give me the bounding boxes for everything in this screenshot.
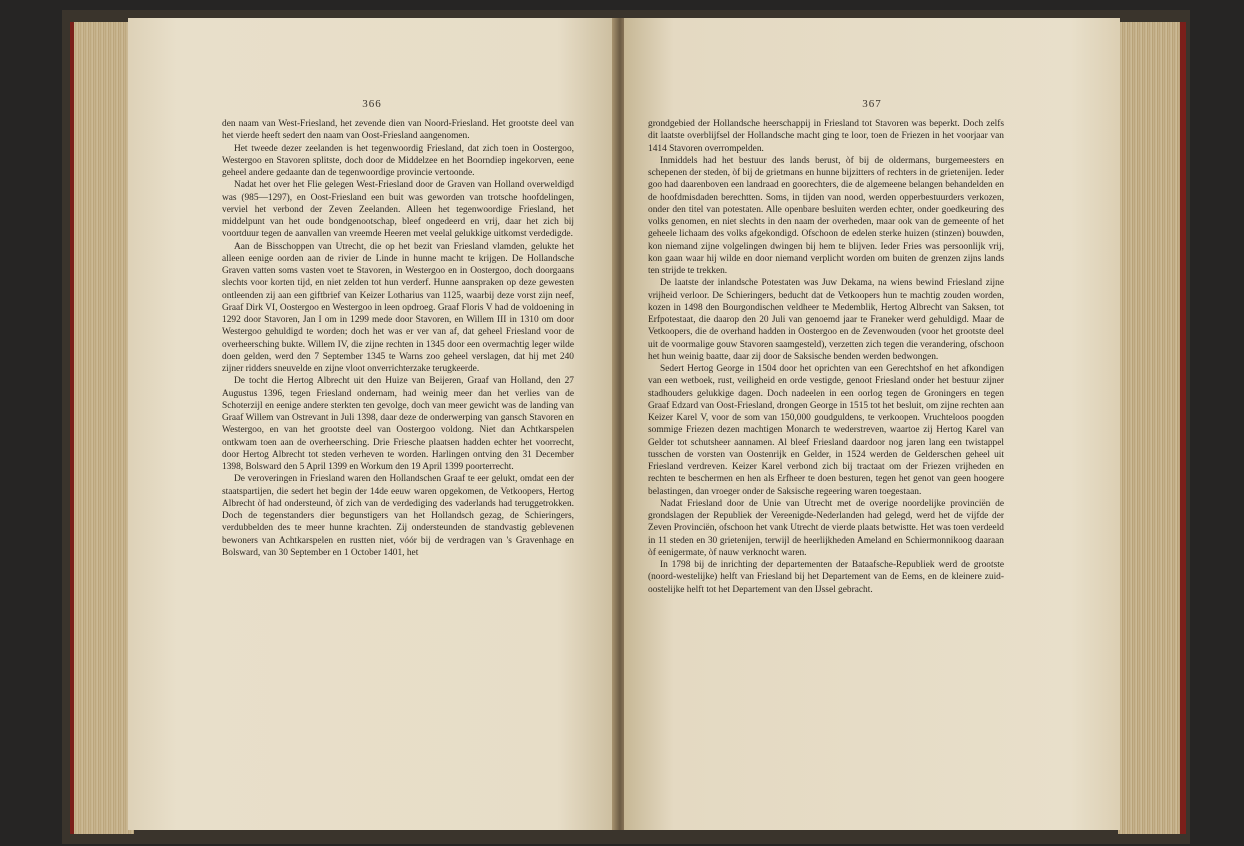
left-page-edges xyxy=(70,22,134,834)
paragraph: De laatste der inlandsche Potestaten was Juw Dekama, na wiens bewind Friesland zijne vrijheid verloor. De Schieringers, beducht dat de Vetkoopers hun te machtig zouden worden, kozen in 1498 den Bourgondischen veldheer te Medemblik, Hertog Albrecht van Saksen, tot Erfpotestaat, die daarop den 20 Juli van genoemd jaar te Franeker werd gehuldigd. Maar de Vetkoopers, die de overhand hadden in Oostergoo en de Zevenwouden (voor het grootste deel uit de voormalige gouw Stavoren saamgesteld), verzetten zich tegen die verandering, ofschoon het hun weinig baatte, daar zij door de Saksische benden werden bedwongen. xyxy=(648,278,1004,362)
page-text xyxy=(222,118,574,559)
paragraph: grondgebied der Hollandsche heerschappij in Friesland tot Stavoren was beperkt. Doch zelfs dit laatste overblijfsel der Hollandsche macht ging te loor, toen de Friezen in het voorjaar van 1414 Stavoren overrompelden. xyxy=(648,119,1004,154)
paragraph: Nadat het over het Flie gelegen West-Friesland door de Graven van Holland overweldigd was (985—1297), en Oost-Friesland een buit was geworden van trotsche hoofdelingen, verviel het verbond der Zeven Zeelanden. Alleen het tegenwoordige Friesland, het middelpunt van het oude bondgenootschap, bleef ongedeerd en vrij, daar het zich bij voortduur tegen de aanvallen van vreemde Heeren met veelal gelukkige uitkomst verdedigde. xyxy=(222,180,574,240)
right-page xyxy=(624,18,1120,830)
paragraph: Nadat Friesland door de Unie van Utrecht met de overige noordelijke provinciën de grondslagen der Republiek der Vereenigde-Nederlanden had gelegd, werd het de vijfde der Zeven Provinciën, ofschoon het vank Utrecht de vierde plaats betwistte. Het was toen verdeeld in 11 steden en 30 grietenijen, terwijl de heerlijkheden Ameland en Schiermonnikoog daaraan òf eenigermate, òf nauw verknocht waren. xyxy=(648,498,1004,558)
page-number: 366 xyxy=(362,98,382,110)
paragraph: Sedert Hertog George in 1504 door het oprichten van een Gerechtshof en het afkondigen van een wetboek, rust, veiligheid en orde vestigde, genoot Friesland onder het bestuur zijner stadhouders gelukkige dagen. Doch nadeelen in een oorlog tegen de Groningers en tegen Graaf Edzard van Oost-Friesland, drongen George in 1515 tot het besluit, om zijne rechten aan Keizer Karel V, voor de som van 150,000 goudguldens, te verkoopen. Vruchteloos poogden sommige Friezen dezen machtigen Monarch te wederstreven, waartoe zij Hertog Karel van Gelder tot schutsheer aannamen. Al bleef Friesland daardoor nog jaren lang een twistappel tusschen de vorsten van Oostenrijk en Gelder, in 1524 werden de Gelderschen geheel uit Friesland verdreven. Keizer Karel verbond zich bij tractaat om der Friezen vrijheden en rechten te beschermen en hen als Erfheer te doen besturen, tegen het genot van geen hoogere belastingen, dan vroeger onder de Saksische regeering waren toegestaan. xyxy=(648,364,1004,497)
page-number: 367 xyxy=(862,98,882,110)
paragraph: De tocht die Hertog Albrecht uit den Huize van Beijeren, Graaf van Holland, den 27 Augustus 1396, tegen Friesland ondernam, had weinig meer dan het verlies van de Schoterzijl en eenige andere sterkten ten gevolge, doch van meer gewicht was de landing van Graaf Willem van Ostrevant in Juli 1398, daar deze de onderwerping van gansch Stavoren en Westergoo, en van het grootste deel van Oostergoo voldong. Niet dan Achtkarspelen ontkwam toen aan de overheersching. Drie Friesche plaatsen hadden echter het voorrecht, door Hertog Albrecht tot steden verheven te worden. Harlingen ontving den 31 December 1398, Bolsward den 5 April 1399 en Workum den 19 April 1399 poorterrecht. xyxy=(222,376,574,472)
right-page-edges xyxy=(1118,22,1186,834)
paragraph: De veroveringen in Friesland waren den Hollandschen Graaf te eer gelukt, omdat een der staatspartijen, die sedert het begin der 14de eeuw waren opgekomen, de Vetkoopers, Hertog Albrecht òf had ondersteund, òf zich van de verdediging des vaderlands had teruggetrokken. Doch de tegenstanders dier begunstigers van het Hollandsch gezag, de Schieringers, verdubbelden des te meer hunne krachten. Zij ondersteunden de standvastig geblevenen bewoners van Achtkarspelen en rustten niet, vóór bij de verdragen van 's Gravenhage en Bolsward, van 30 September en 1 October 1401, het xyxy=(222,474,574,558)
page-text xyxy=(648,118,1004,596)
paragraph: Het tweede dezer zeelanden is het tegenwoordig Friesland, dat zich toen in Oostergoo, Westergoo en Stavoren splitste, doch door de Middelzee en het Boorndiep ingekorven, eene geheel andere gedaante dan de tegenwoordige provincie vertoonde. xyxy=(222,143,574,178)
paragraph: Aan de Bisschoppen van Utrecht, die op het bezit van Friesland vlamden, gelukte het alleen eenige oorden aan de rivier de Linde in hunne macht te krijgen. De Hollandsche Graven vatten soms vasten voet te Stavoren, in Westergoo en in Oostergoo, doch doorgaans slechts voor korten tijd, en niet zelden tot hun verderf. Hunne aanspraken op deze gewesten ontleenden zij aan een giftbrief van Keizer Lotharius van 1125, waarbij deze vorst zijn neef, Graaf Dirk VI, Oostergoo en Westergoo in leen opdroeg. Graaf Floris V had de voldoening in 1292 door Stavoren, Jan I om in 1299 mede door Stavoren, en Willem III in 1310 om door Westergoo gehuldigd te worden; doch het was er ver van af, dat geheel Friesland voor de overheersching bukte. Willem IV, die zijne rechten in 1345 door een overmachtig leger wilde doen gelden, werd den 7 September 1345 te Warns zoo geheel verslagen, dat hij met 240 zijner ridders sneuvelde en zijne vloot onverrichterzake terugkeerde. xyxy=(222,241,574,374)
paragraph: den naam van West-Friesland, het zevende dien van Noord-Friesland. Het grootste deel van het vierde heeft sedert den naam van Oost-Friesland aangenomen. xyxy=(222,119,574,142)
paragraph: In 1798 bij de inrichting der departementen der Bataafsche-Republiek werd de grootste (noord-westelijke) helft van Friesland bij het Departement van de Eems, en de kleinere zuid-oostelijke helft tot het Departement van den IJssel gebracht. xyxy=(648,560,1004,595)
left-page xyxy=(128,18,616,830)
paragraph: Inmiddels had het bestuur des lands berust, òf bij de oldermans, burgemeesters en schepenen der steden, òf bij de grietmans en hunne bijzitters of rechters in de grietenijen. Ieder goo had daarenboven een landraad en goorechters, die de algemeene belangen behandelden en de hoofdmisdaden berechtten. Soms, in tijden van nood, werden opperbestuurders verkozen, onder den titel van potestaten. Alle openbare besluiten werden echter, onder goedkeuring des volks genomen, en niet slechts in den naam der overheden, maar ook van de gemeente of het geheele lichaam des volks afgekondigd. Ofschoon de edelen sterke huizen (stinzen) bouwden, kon niemand zijne volgelingen dwingen bij hem te blijven. Ieder Fries was persoonlijk vrij, kon gaan waar hij wilde en door niemand verplicht worden om buiten de grenzen zijns lands ten strijde te trekken. xyxy=(648,155,1004,276)
